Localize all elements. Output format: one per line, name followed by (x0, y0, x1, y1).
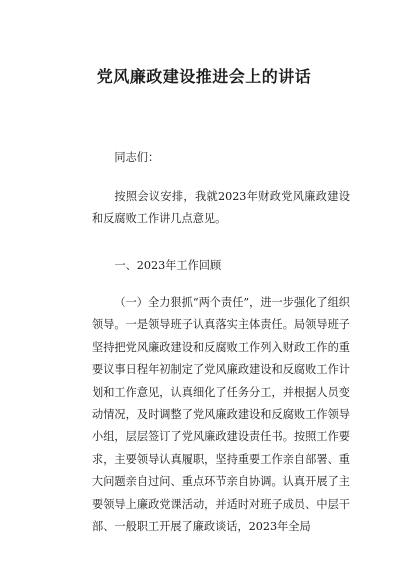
document-title: 党风廉政建设推进会上的讲话 (96, 67, 312, 86)
paragraph-1 (92, 186, 350, 231)
greeting (92, 147, 350, 169)
greeting-text: 同志们： (114, 151, 160, 164)
paragraph-2 (92, 292, 350, 538)
section-heading (92, 255, 350, 277)
paragraph-2-text: （一）全力狠抓“两个责任”，进一步强化了组织领导。一是领导班子认真落实主体责任。局领导班子坚持把党风廉政建设和反腐败工作列入财政工作的重要议事日程年初制定了党风廉政建设和反腐败工作计划和工作意见，认真细化了任务分工，并根据人员变动情况，及时调整了党风廉政建设和反腐败工作领导小组，层层签订了党风廉政建设责任书。按照工作要求，主要领导认真履职，坚持重要工作亲自部署、重大问题亲自过问、重点环节亲自协调。认真开展了主要领导上廉政党课活动，并适时对班子成员、中层干部、一般职工开展了廉政谈话，2023年全局 (92, 296, 350, 534)
section-heading-text: 一、2023年工作回顾 (114, 259, 222, 272)
paragraph-1-text: 按照会议安排，我就2023年财政党风廉政建设和反腐败工作讲几点意见。 (92, 190, 350, 226)
